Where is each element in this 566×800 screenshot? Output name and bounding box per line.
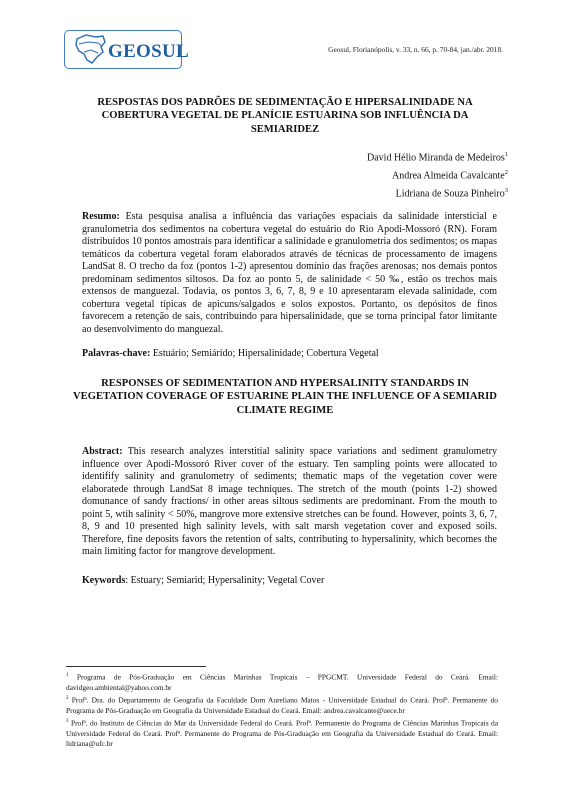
logo-text: GEOSUL: [108, 41, 189, 62]
author-3: Lidriana de Souza Pinheiro$^3$: [395, 186, 508, 199]
geosul-logo: [64, 30, 189, 70]
abstract-paragraph: [82, 446, 497, 559]
palavras-chave-label: Palavras-chave:: [82, 348, 151, 359]
footnote-2: $^2$ Profª. Dra. do Departamento de Geografia da Faculdade Dom Aureliano Matos - Universidade Estadual do Ceará. Profª. Permanente do Programa de Pós-Graduação em Geografia da Universidade Estadual do Ceará. Email: andrea.cavalcante@uece.br: [66, 695, 498, 715]
abstract-text: This research analyzes interstitial salinity space variations and sediment granulometry influence over Apodi-Mossoró River cover of the estuary. Ten sampling points were allocated to identifify salinity and granulometry of sediments; thematic maps of the vegetation cover were elaboratede through LandSat 8 image techniques. The stretch of the mouth (points 1-2) showed domunance of sandy fractions/ in other areas siltous sediments are predominant. From the mouth to point 5, wtih salinity < 50%, mangrove more extensive stretches can be found. However, points 3, 6, 7, 8, 9 and 10 presented high salinity levels, with salt marsh vegetation cover and exposed soils. Therefore, fine deposits favors the retention of salts, contributing to hypersalinity, which becomes the main limiting factor for mangrove development.: [82, 446, 497, 557]
title-portuguese: RESPOSTAS DOS PADRÕES DE SEDIMENTAÇÃO E HIPERSALINIDADE NA COBERTURA VEGETAL DE PLANÍCIE ESTUARINA SOB INFLUÊNCIA DA SEMIARIDEZ: [97, 97, 473, 135]
author-1: David Hélio Miranda de Medeiros$^1$: [367, 151, 508, 164]
palavras-chave-text: Estuário; Semiárido; Hipersalinidade; Cobertura Vegetal: [152, 348, 379, 359]
footnotes: [66, 671, 498, 751]
author-list: [367, 148, 508, 201]
keywords: [82, 575, 497, 588]
footnote-3: $^3$ Profª. do Instituto de Ciências do Mar da Universidade Federal do Ceará. Profª. Permanente do Programa de Ciências Marinhas Tropicais da Universidade Federal do Ceará. Profª. Permanente do Programa de Pós-Graduação em Geografia da Universidade Estadual do Ceará. Email: lidriana@ufc.br: [66, 718, 498, 748]
palavras-chave: [82, 348, 497, 361]
footnote-1: $^1$ Programa de Pós-Graduação em Ciências Marinhas Tropicais – PPGCMT. Universidade Federal do Ceará. Email: davidgeo.ambiental@yahoo.com.br: [66, 672, 498, 692]
south-region-map-icon: [74, 33, 108, 65]
journal-reference: Geosul, Florianópolis, v. 33, n. 66, p. 70-84, jan./abr. 2018.: [328, 45, 503, 54]
resumo-paragraph: [82, 211, 497, 336]
keywords-text: : Estuary; Semiarid; Hypersalinity; Vegetal Cover: [125, 575, 325, 586]
footnote-divider: [66, 666, 206, 667]
keywords-label: Keywords: [82, 575, 126, 586]
resumo-text: Esta pesquisa analisa a influência das variações espaciais da salinidade intersticial e granulometria dos sedimentos na cobertura vegetal do estuário do Rio Apodi-Mossoró (RN). Foram distribuídos 10 pontos amostrais para identificar a salinidade e granulometria dos sedimentos; os mapas temáticos da cobertura vegetal foram elaborados através de técnicas de processamento de imagens LandSat 8. O trecho da foz (pontos 1-2) apresentou domínio das frações arenosas; nos demais pontos predominam sedimentos siltosos. Da foz ao ponto 5, de salinidade < 50 ‰, estão os trechos mais extensos de manguezal. Todavia, os pontos 3, 6, 7, 8, 9 e 10 apresentaram elevada salinidade, com cobertura vegetal típicas de apicuns/salgados e solos expostos. Portanto, os depósitos de finos favorecem a retenção de sais, contribuindo para hipersalinidade, que se torna principal fator limitante ao desenvolvimento do manguezal.: [82, 211, 497, 335]
abstract-label: Abstract:: [82, 446, 123, 457]
author-2: Andrea Almeida Cavalcante$^2$: [392, 168, 508, 182]
title-english: RESPONSES OF SEDIMENTATION AND HYPERSALINITY STANDARDS IN VEGETATION COVERAGE OF ESTUARINE PLAIN THE INFLUENCE OF A SEMIARID CLIMATE REGIME: [73, 378, 497, 416]
resumo-label: Resumo:: [82, 211, 120, 222]
